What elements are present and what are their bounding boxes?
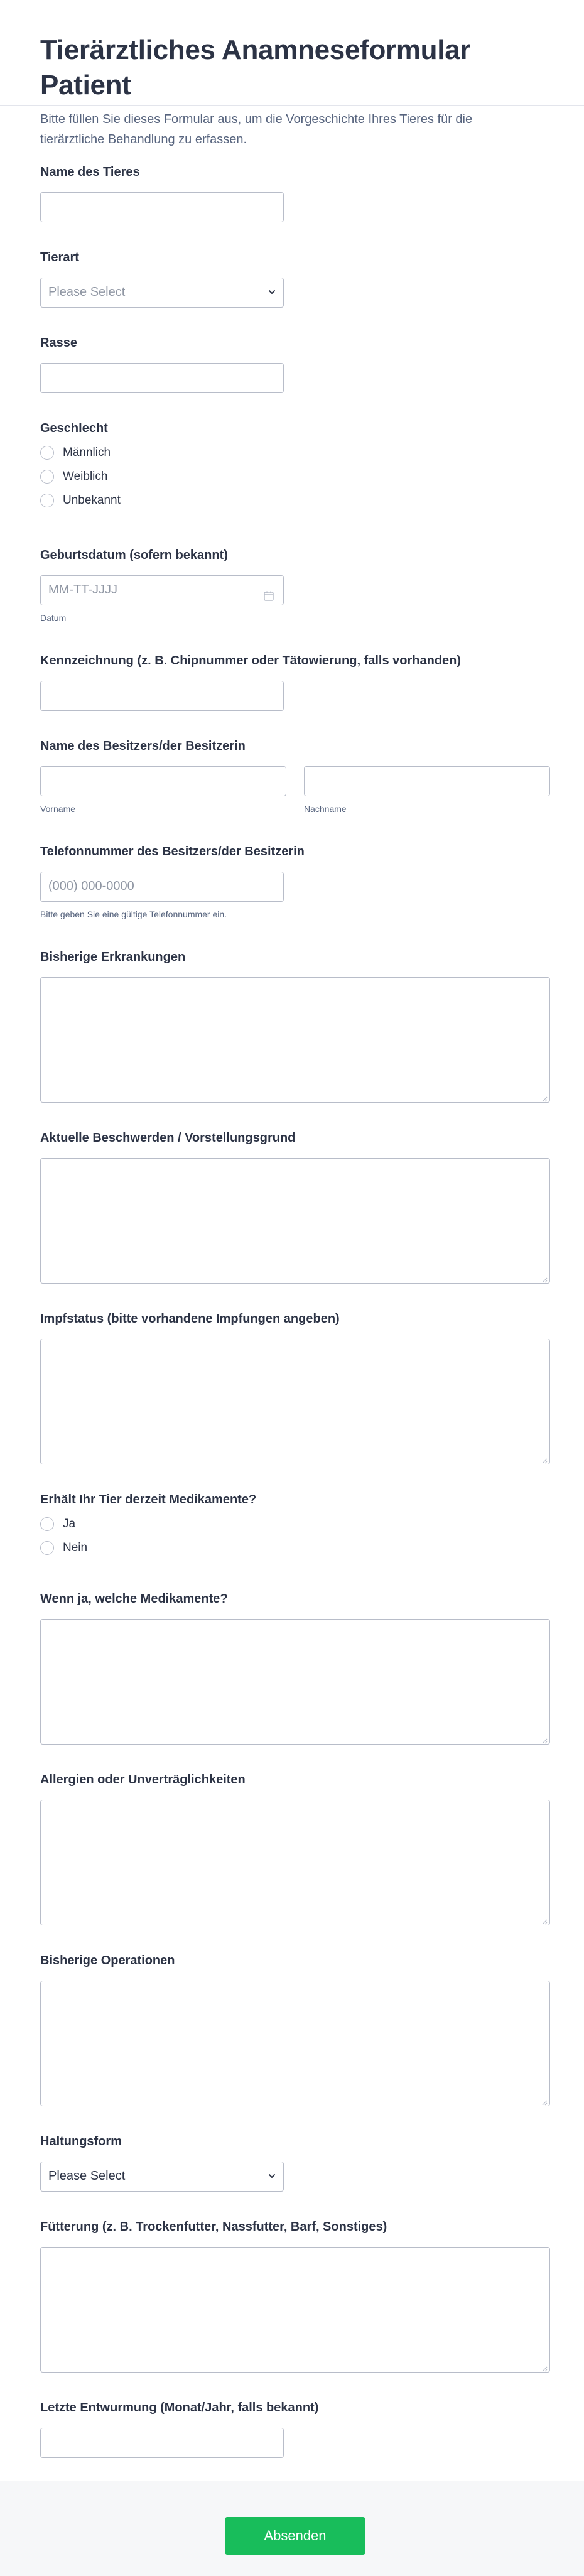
owner-phone-field — [40, 844, 550, 919]
form-header — [0, 0, 584, 146]
sex-label: Geschlecht — [40, 421, 108, 435]
medications-textarea[interactable] — [40, 1619, 550, 1745]
breed-input[interactable] — [40, 363, 284, 393]
previous-illnesses-field — [40, 950, 550, 965]
resize-grip-icon[interactable] — [541, 1736, 548, 1742]
pet-name-input[interactable] — [40, 192, 284, 222]
resize-grip-icon[interactable] — [541, 1917, 548, 1923]
species-field — [40, 250, 550, 299]
vaccination-label: Impfstatus (bitte vorhandene Impfungen angeben) — [40, 1312, 340, 1326]
radio-circle-icon[interactable] — [40, 470, 54, 484]
breed-field — [40, 335, 550, 350]
owner-name-label: Name des Besitzers/der Besitzerin — [40, 739, 246, 753]
resize-grip-icon[interactable] — [541, 1275, 548, 1281]
current-complaints-label: Aktuelle Beschwerden / Vorstellungsgrund — [40, 1131, 296, 1145]
medications-field — [40, 1591, 550, 1606]
first-name-sublabel: Vorname — [40, 804, 76, 814]
allergies-label: Allergien oder Unverträglichkeiten — [40, 1773, 246, 1787]
deworming-field — [40, 2400, 550, 2415]
radio-circle-icon[interactable] — [40, 446, 54, 460]
birthdate-input[interactable] — [40, 575, 284, 605]
housing-label: Haltungsform — [40, 2135, 122, 2148]
resize-grip-icon[interactable] — [541, 1094, 548, 1100]
owner-name-field — [40, 739, 550, 814]
medication-question-field — [40, 1492, 550, 1554]
resize-grip-icon[interactable] — [541, 2364, 548, 2370]
identification-input[interactable] — [40, 681, 284, 711]
medication-question-label: Erhält Ihr Tier derzeit Medikamente? — [40, 1493, 257, 1507]
surgeries-field — [40, 1953, 550, 1968]
surgeries-textarea[interactable] — [40, 1981, 550, 2106]
page-subtitle: Bitte füllen Sie dieses Formular aus, um die Vorgeschichte Ihres Tieres für die tierärztliche Behandlung zu erfassen. — [40, 112, 473, 146]
calendar-icon[interactable] — [263, 584, 274, 595]
owner-phone-label: Telefonnummer des Besitzers/der Besitzerin — [40, 845, 305, 858]
identification-label: Kennzeichnung (z. B. Chipnummer oder Tätowierung, falls vorhanden) — [40, 654, 462, 668]
medication-option-yes[interactable] — [40, 1516, 75, 1532]
current-complaints-textarea[interactable] — [40, 1158, 550, 1284]
housing-select-value: Please Select — [48, 2169, 126, 2183]
sex-field — [40, 421, 550, 507]
sex-option-label: Männlich — [63, 446, 111, 459]
identification-field — [40, 653, 550, 668]
species-select[interactable] — [40, 278, 284, 308]
vaccination-field — [40, 1311, 550, 1326]
chevron-down-icon — [268, 2172, 274, 2178]
species-label: Tierart — [40, 251, 79, 264]
radio-circle-icon[interactable] — [40, 1541, 54, 1555]
allergies-textarea[interactable] — [40, 1800, 550, 1925]
allergies-field — [40, 1772, 550, 1787]
pet-name-label: Name des Tieres — [40, 165, 140, 179]
feeding-label: Fütterung (z. B. Trockenfutter, Nassfutter, Barf, Sonstiges) — [40, 2220, 387, 2234]
submit-button[interactable]: Absenden — [225, 2517, 365, 2555]
resize-grip-icon[interactable] — [541, 2097, 548, 2104]
deworming-label: Letzte Entwurmung (Monat/Jahr, falls bekannt) — [40, 2401, 319, 2415]
feeding-textarea[interactable] — [40, 2247, 550, 2373]
sex-option-female[interactable] — [40, 468, 107, 485]
medication-option-label: Nein — [63, 1541, 88, 1554]
medications-label: Wenn ja, welche Medikamente? — [40, 1592, 228, 1606]
last-name-sublabel: Nachname — [304, 804, 347, 814]
phone-sublabel: Bitte geben Sie eine gültige Telefonnummer ein. — [40, 909, 227, 919]
radio-circle-icon[interactable] — [40, 494, 54, 507]
radio-circle-icon[interactable] — [40, 1517, 54, 1531]
resize-grip-icon[interactable] — [541, 1456, 548, 1462]
chevron-down-icon — [268, 288, 274, 295]
sex-option-label: Weiblich — [63, 470, 108, 483]
housing-field — [40, 2134, 550, 2183]
deworming-input[interactable] — [40, 2428, 284, 2458]
vaccination-textarea[interactable] — [40, 1339, 550, 1464]
breed-label: Rasse — [40, 336, 77, 350]
sex-option-unknown[interactable] — [40, 492, 121, 509]
sex-option-label: Unbekannt — [63, 494, 121, 507]
surgeries-label: Bisherige Operationen — [40, 1954, 175, 1967]
previous-illnesses-label: Bisherige Erkrankungen — [40, 950, 186, 964]
birthdate-sublabel: Datum — [40, 613, 67, 623]
owner-phone-input[interactable]: (000) 000-0000 — [40, 872, 284, 902]
birthdate-placeholder: MM-TT-JJJJ — [48, 583, 117, 597]
medication-option-no[interactable] — [40, 1540, 87, 1556]
birthdate-label: Geburtsdatum (sofern bekannt) — [40, 548, 228, 562]
page-title: Tierärztliches Anamneseformular Patient — [40, 35, 471, 100]
species-select-value: Please Select — [48, 285, 126, 299]
feeding-field — [40, 2219, 550, 2234]
owner-first-name-input[interactable] — [40, 766, 286, 796]
birthdate-field — [40, 548, 550, 623]
pet-name-field — [40, 165, 550, 180]
current-complaints-field — [40, 1130, 550, 1145]
owner-last-name-input[interactable] — [304, 766, 550, 796]
previous-illnesses-textarea[interactable] — [40, 977, 550, 1103]
medication-option-label: Ja — [63, 1517, 76, 1530]
housing-select[interactable] — [40, 2162, 284, 2192]
sex-option-male[interactable] — [40, 445, 111, 461]
